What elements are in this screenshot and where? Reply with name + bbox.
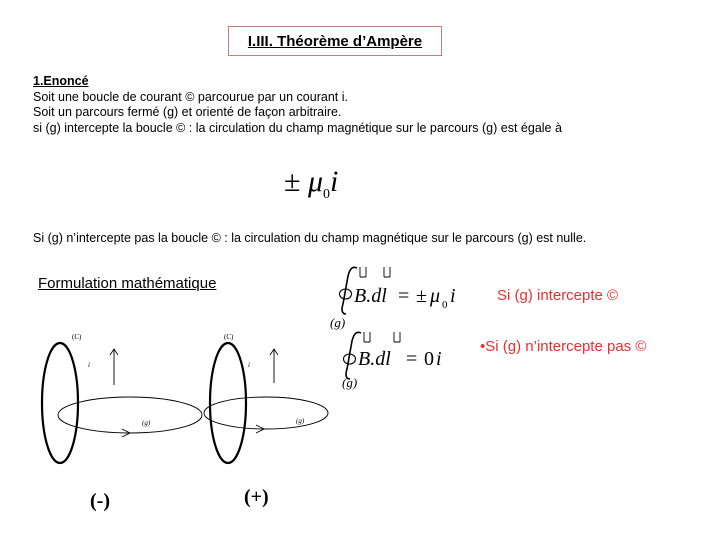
enonce-line-2: Soit un parcours fermé (g) et orienté de façon arbitraire. [33,105,342,119]
formula-1-lhs: B.dl [354,285,387,307]
formulation-heading: Formulation mathématique [38,275,217,292]
formula-1 [326,262,476,332]
formula-2-path: (g) [342,375,358,390]
label-c-right: (C) [224,333,234,341]
current-loop-right [210,343,246,463]
enonce-line-3: si (g) intercepte la boucle © : la circulation du champ magnétique sur le parcours (g) est égale à [33,120,562,135]
main-formula-mu: μ [307,165,324,198]
label-g-right: (g) [296,417,305,425]
label-i-right: i [248,361,250,369]
formula-2-rhs: 0 [424,348,434,370]
page-title: I.III. Théorème d’Ampère [247,33,423,50]
enonce-section [33,74,713,136]
label-g-left: (g) [142,419,151,427]
label-i-left: i [88,361,90,369]
formula-2-eq: = [406,348,418,370]
current-loop-left [42,343,78,463]
path-g-left [58,397,202,433]
formula-1-path: (g) [330,315,346,330]
formula-1-mu: μ [430,285,441,307]
non-intercept-statement: Si (g) n’intercepte pas la boucle © : la circulation du champ magnétique sur le parcours (g) est nulle. [33,231,587,245]
main-formula-pm: ± [284,165,301,198]
formula-1-sub: 0 [442,299,448,311]
sign-plus: (+) [244,486,269,508]
enonce-line-1: Soit une boucle de courant © parcourue par un courant i. [33,89,348,104]
label-c-left: (C) [72,333,82,341]
formula-1-eq: = [398,285,410,307]
label-no-intercept [480,338,646,355]
vector-arrow-icon [364,332,400,342]
sign-minus: (-) [90,490,110,512]
main-formula [284,165,338,203]
main-formula-i: i [330,165,339,198]
formula-2 [326,327,476,397]
label-no-intercept-text: Si (g) n’intercepte pas © [485,338,647,355]
label-intercept: Si (g) intercepte © [497,287,619,304]
path-g-right [204,397,328,429]
ampere-figure [30,325,330,520]
vector-arrow-icon [360,267,390,277]
formula-1-pm: ± [416,285,427,307]
main-formula-sub: 0 [323,187,331,202]
bullet-icon: • [480,338,486,355]
title-box [228,26,442,56]
figure-left [42,333,202,512]
figure-right [204,333,328,508]
formula-2-lhs: B.dl [358,348,391,370]
formula-2-i: i [436,348,442,370]
enonce-heading: 1.Enoncé [33,74,89,88]
formula-1-i: i [450,285,456,307]
